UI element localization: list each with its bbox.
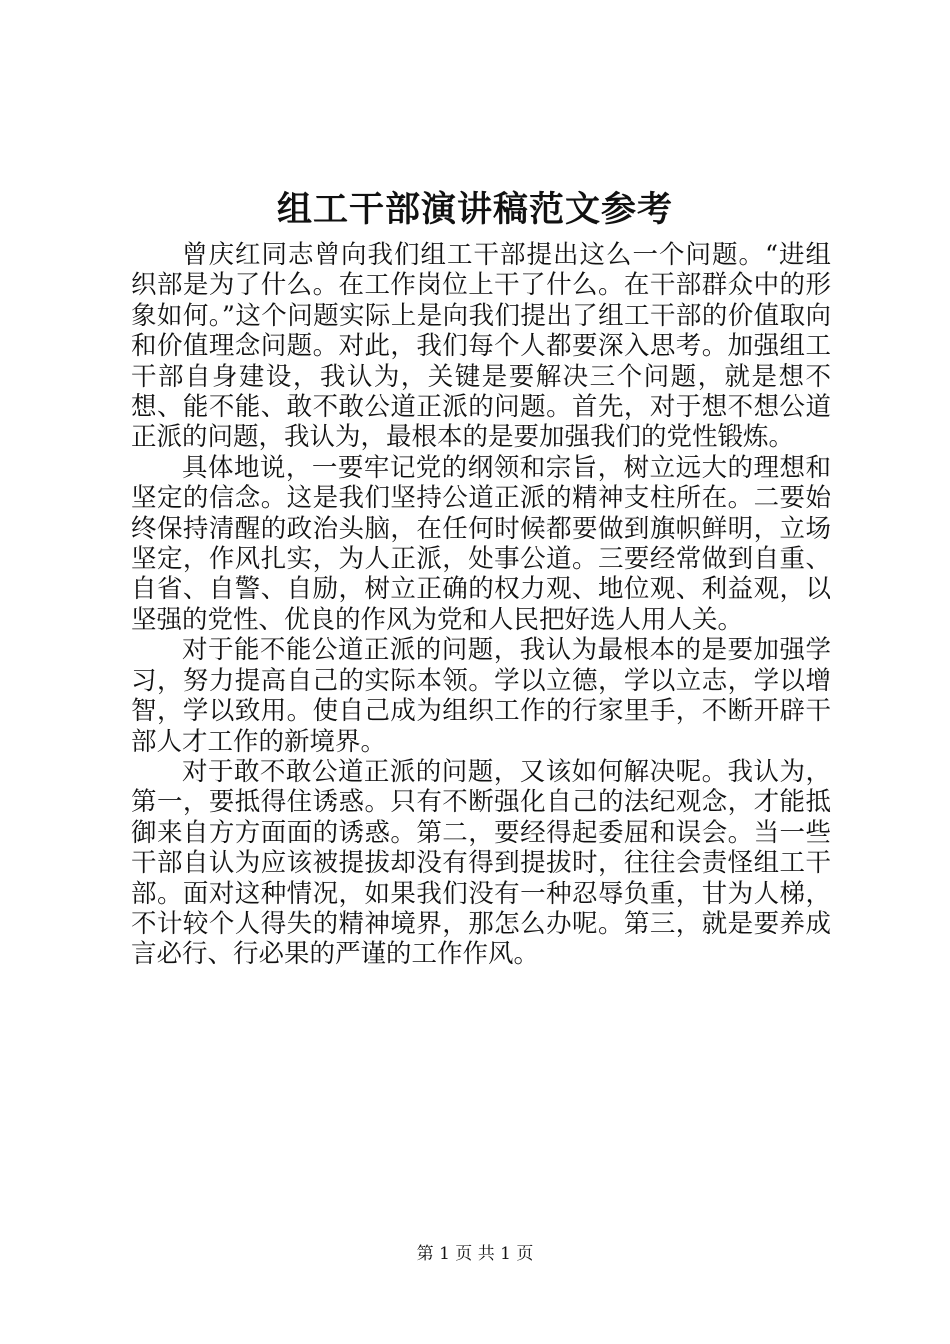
page-number-footer: 第 1 页 共 1 页 bbox=[416, 1244, 534, 1264]
paragraph-1: 曾庆红同志曾向我们组工干部提出这么一个问题。“进组织部是为了什么。在工作岗位上干了什么。在干部群众中的形象如何。”这个问题实际上是向我们提出了组工干部的价值取向和价值理念问题。对此，我们每个人都要深入思考。加强组工干部自身建设，我认为，关键是要解决三个问题，就是想不想、能不能、敢不敢公道正派的问题。首先，对于想不想公道正派的问题，我认为，最根本的是要加强我们的党性锻炼。 bbox=[131, 240, 831, 453]
paragraph-4: 对于敢不敢公道正派的问题，又该如何解决呢。我认为，第一，要抵得住诱惑。只有不断强化自己的法纪观念，才能抵御来自方方面面的诱惑。第二，要经得起委屈和误会。当一些干部自认为应该被提拔却没有得到提拔时，往往会责怪组工干部。面对这种情况，如果我们没有一种忍辱负重，甘为人梯，不计较个人得失的精神境界，那怎么办呢。第三，就是要养成言必行、行必果的严谨的工作作风。 bbox=[131, 756, 831, 970]
document-body bbox=[131, 240, 831, 970]
paragraph-2: 具体地说，一要牢记党的纲领和宗旨，树立远大的理想和坚定的信念。这是我们坚持公道正派的精神支柱所在。二要始终保持清醒的政治头脑，在任何时候都要做到旗帜鲜明，立场坚定，作风扎实，为人正派，处事公道。三要经常做到自重、自省、自警、自励，树立正确的权力观、地位观、利益观，以坚强的党性、优良的作风为党和人民把好选人用人关。 bbox=[131, 452, 831, 635]
document-title: 组工干部演讲稿范文参考 bbox=[276, 189, 673, 230]
paragraph-3: 对于能不能公道正派的问题，我认为最根本的是要加强学习，努力提高自己的实际本领。学以立德，学以立志，学以增智，学以致用。使自己成为组织工作的行家里手，不断开辟干部人才工作的新境界。 bbox=[131, 635, 831, 757]
